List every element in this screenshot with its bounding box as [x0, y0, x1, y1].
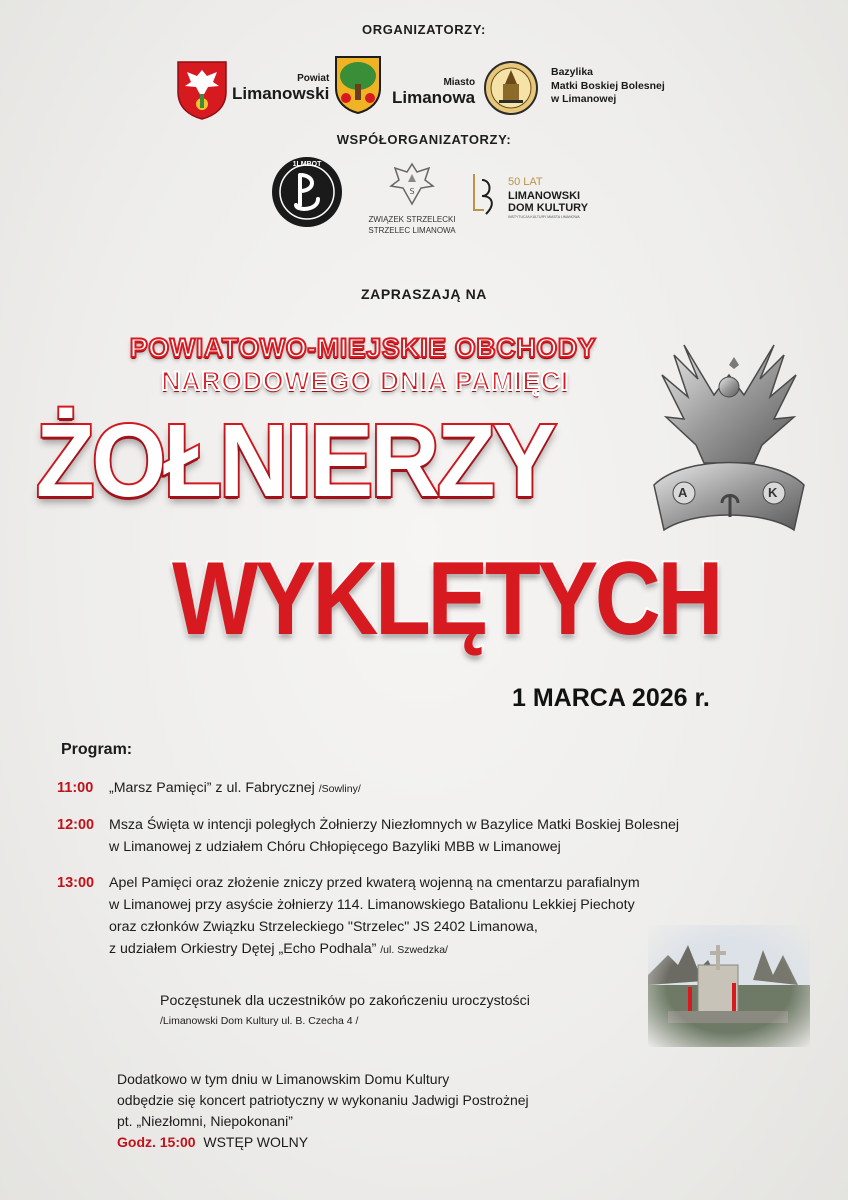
program-time: 11:00	[57, 780, 94, 796]
refreshment-text: Poczęstunek dla uczestników po zakończeniu uroczystości	[160, 993, 530, 1009]
program-text: oraz członków Związku Strzeleckiego "Strzelec" JS 2402 Limanowa,	[109, 919, 538, 935]
program-text: w Limanowej z udziałem Chóru Chłopięcego Bazyliki MBB w Limanowej	[109, 839, 561, 855]
program-item-1100	[57, 778, 817, 800]
badge-letter-k: K	[768, 485, 778, 500]
extra-line-1: Dodatkowo w tym dniu w Limanowskim Domu Kultury	[117, 1071, 450, 1087]
miasto-logo-text: Miasto Limanowa	[392, 77, 476, 107]
program-text: w Limanowej przy asyście żołnierzy 114. Limanowskiego Batalionu Lekkiej Piechoty	[109, 897, 635, 913]
badge-letter-a: A	[678, 485, 688, 500]
program-text: Apel Pamięci oraz złożenie zniczy przed kwaterą wojenną na cmentarzu parafialnym	[109, 875, 640, 891]
program-item-1200	[57, 815, 817, 859]
program-note: /ul. Szwedzka/	[380, 944, 448, 956]
strzelec-eagle-icon	[387, 160, 437, 210]
extra-time-entry	[117, 1132, 308, 1152]
organizers-label: ORGANIZATORZY:	[362, 22, 486, 37]
program-text: Msza Święta w intencji poległych Żołnierzy Niezłomnych w Bazylice Matki Boskiej Bolesnej	[109, 817, 680, 833]
program-text: „Marsz Pamięci” z ul. Fabrycznej	[109, 780, 315, 796]
coorganizers-label: WSPÓŁORGANIZATORZY:	[336, 132, 512, 147]
battalion-badge-text: 1LMBOT	[292, 161, 322, 168]
program-note: /Sowliny/	[318, 783, 361, 795]
event-date: 1 MARCA 2026 r.	[512, 684, 710, 712]
ldk-logo-text: LIMANOWSKI DOM KULTURY	[508, 190, 589, 214]
refreshment-note: /Limanowski Dom Kultury ul. B. Czecha 4 /	[160, 1015, 359, 1027]
powiat-coat-of-arms-icon	[172, 58, 232, 120]
program-text: z udziałem Orkiestry Dętej „Echo Podhala”	[109, 941, 377, 957]
cemetery-photo	[648, 925, 810, 1047]
basilica-logo-text: Bazylika Matki Boskiej Bolesnej w Limanowej	[551, 66, 665, 106]
free-entry: WSTĘP WOLNY	[203, 1134, 309, 1150]
ldk-anniversary-text: 50 LAT	[508, 176, 543, 188]
title-big-wykletych: WYKLĘTYCH	[172, 541, 720, 657]
extra-line-3: pt. „Niezłomni, Niepokonani”	[117, 1113, 293, 1129]
title-line-1: POWIATOWO-MIEJSKIE OBCHODY	[129, 333, 597, 363]
ldk-50-icon	[470, 170, 500, 218]
program-time: 12:00	[57, 817, 95, 833]
concert-time: Godz. 15:00	[117, 1134, 196, 1150]
program-time: 13:00	[57, 875, 95, 891]
svg-text:S: S	[409, 187, 415, 196]
strzelec-logo-text: ZWIĄZEK STRZELECKI STRZELEC LIMANOWA	[368, 215, 456, 235]
ak-eagle-badge-icon	[644, 335, 814, 555]
extra-line-2: odbędzie się koncert patriotyczny w wykonaniu Jadwigi Postrożnej	[117, 1092, 529, 1108]
invite-label: ZAPRASZAJĄ NA	[360, 286, 488, 302]
basilica-seal-icon	[483, 60, 539, 116]
powiat-logo-text: Powiat Limanowski	[232, 73, 330, 103]
miasto-coat-of-arms-icon	[332, 54, 384, 114]
ldk-subtitle: INSTYTUCJA KULTURY MIASTA LIMANOWA	[508, 215, 580, 219]
title-line-2: NARODOWEGO DNIA PAMIĘCI	[161, 366, 569, 396]
title-big-zolnierzy: ŻOŁNIERZY	[36, 403, 554, 518]
program-heading: Program:	[61, 741, 133, 758]
